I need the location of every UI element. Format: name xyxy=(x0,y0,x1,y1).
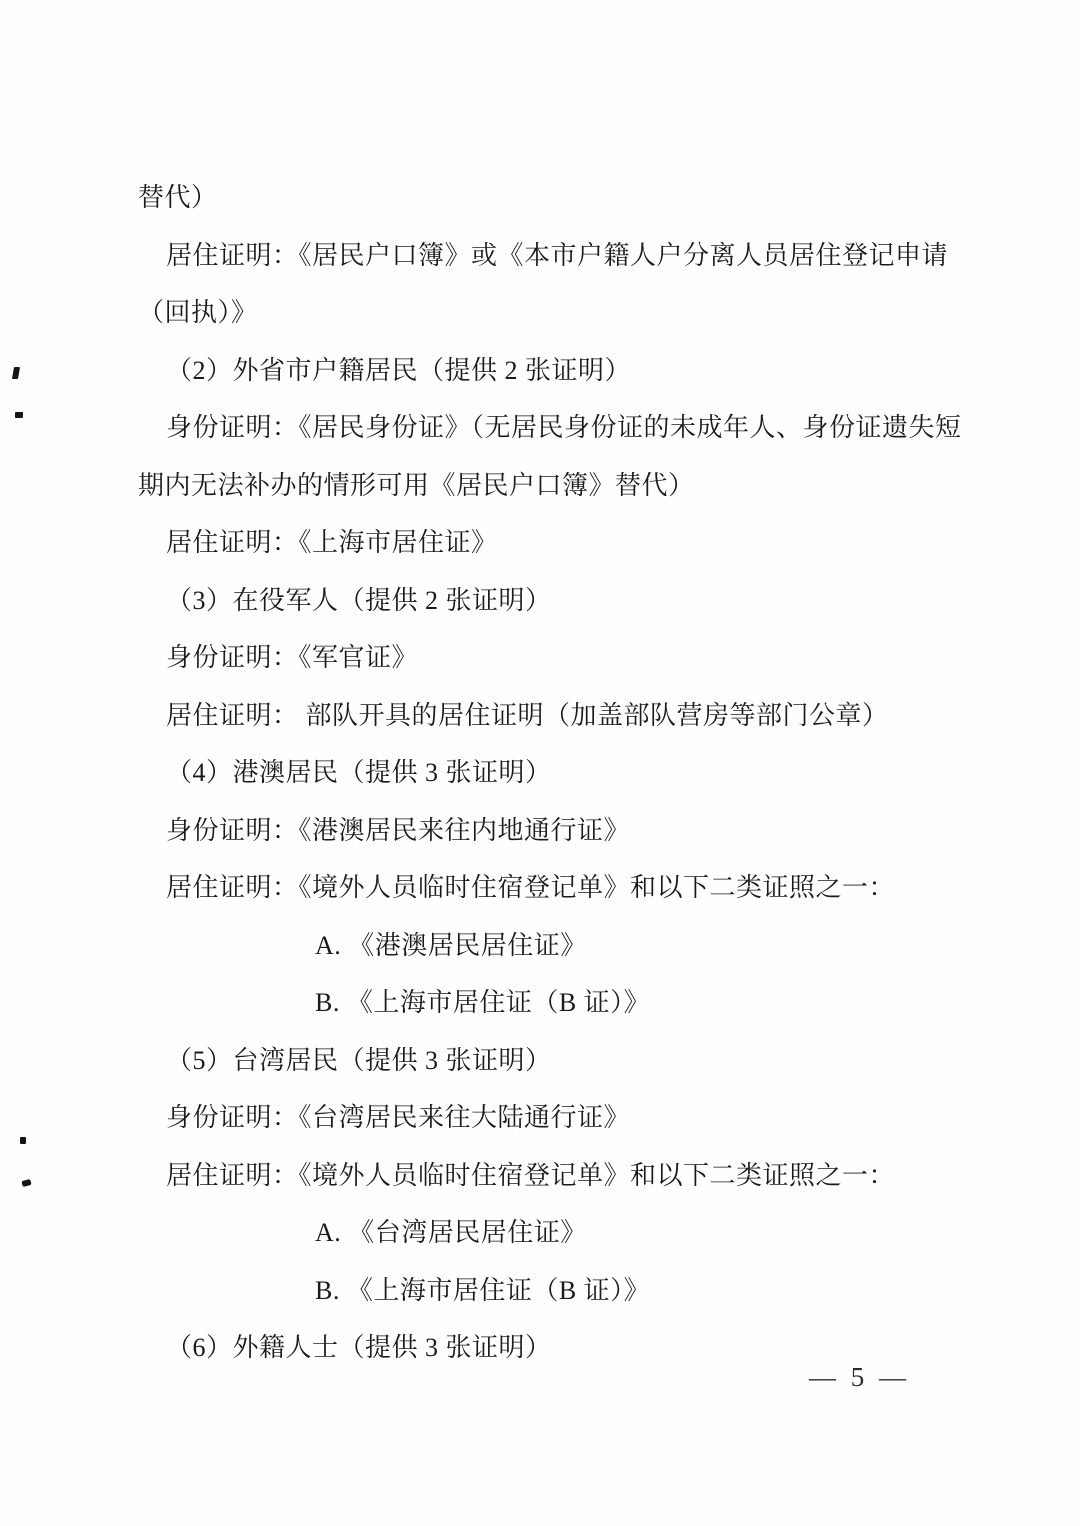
page-footer xyxy=(809,1362,910,1393)
text-line: A. 《台湾居民居住证》 xyxy=(315,1218,587,1248)
text-line: 身份证明：《居民身份证》（无居民身份证的未成年人、身份证遗失短 xyxy=(166,413,962,443)
scan-artifact xyxy=(12,367,20,379)
text-line: 居住证明：《境外人员临时住宿登记单》和以下二类证照之一： xyxy=(166,1160,896,1190)
text-line: 居住证明：《境外人员临时住宿登记单》和以下二类证照之一： xyxy=(166,873,896,903)
text-line: （2）外省市户籍居民（提供 2 张证明） xyxy=(166,355,632,385)
text-line: 居住证明：《上海市居住证》 xyxy=(166,528,498,558)
text-line: A. 《港澳居民居住证》 xyxy=(315,930,587,960)
text-line: 身份证明：《军官证》 xyxy=(166,643,419,673)
text-line: （6）外籍人士（提供 3 张证明） xyxy=(166,1333,552,1363)
text-line: B. 《上海市居住证（B 证）》 xyxy=(315,988,651,1018)
text-line: 身份证明：《港澳居民来往内地通行证》 xyxy=(166,815,631,845)
text-line: （4）港澳居民（提供 3 张证明） xyxy=(166,758,552,788)
scan-artifact xyxy=(20,1137,26,1144)
scan-artifact xyxy=(15,412,23,418)
text-line: （回执）》 xyxy=(138,298,258,328)
document-body xyxy=(138,167,980,1375)
text-line: （5）台湾居民（提供 3 张证明） xyxy=(166,1045,552,1075)
text-line: 替代） xyxy=(138,183,218,213)
text-line: 期内无法补办的情形可用《居民户口簿》替代） xyxy=(138,470,695,500)
page-number: — 5 — xyxy=(809,1362,910,1392)
scan-artifact xyxy=(21,1179,31,1187)
text-line: B. 《上海市居住证（B 证）》 xyxy=(315,1275,651,1305)
text-line: （3）在役军人（提供 2 张证明） xyxy=(166,585,552,615)
text-line: 身份证明：《台湾居民来往大陆通行证》 xyxy=(166,1103,631,1133)
text-line: 居住证明： 部队开具的居住证明（加盖部队营房等部门公章） xyxy=(166,700,889,730)
text-line: 居住证明：《居民户口簿》或《本市户籍人户分离人员居住登记申请 xyxy=(166,240,949,270)
